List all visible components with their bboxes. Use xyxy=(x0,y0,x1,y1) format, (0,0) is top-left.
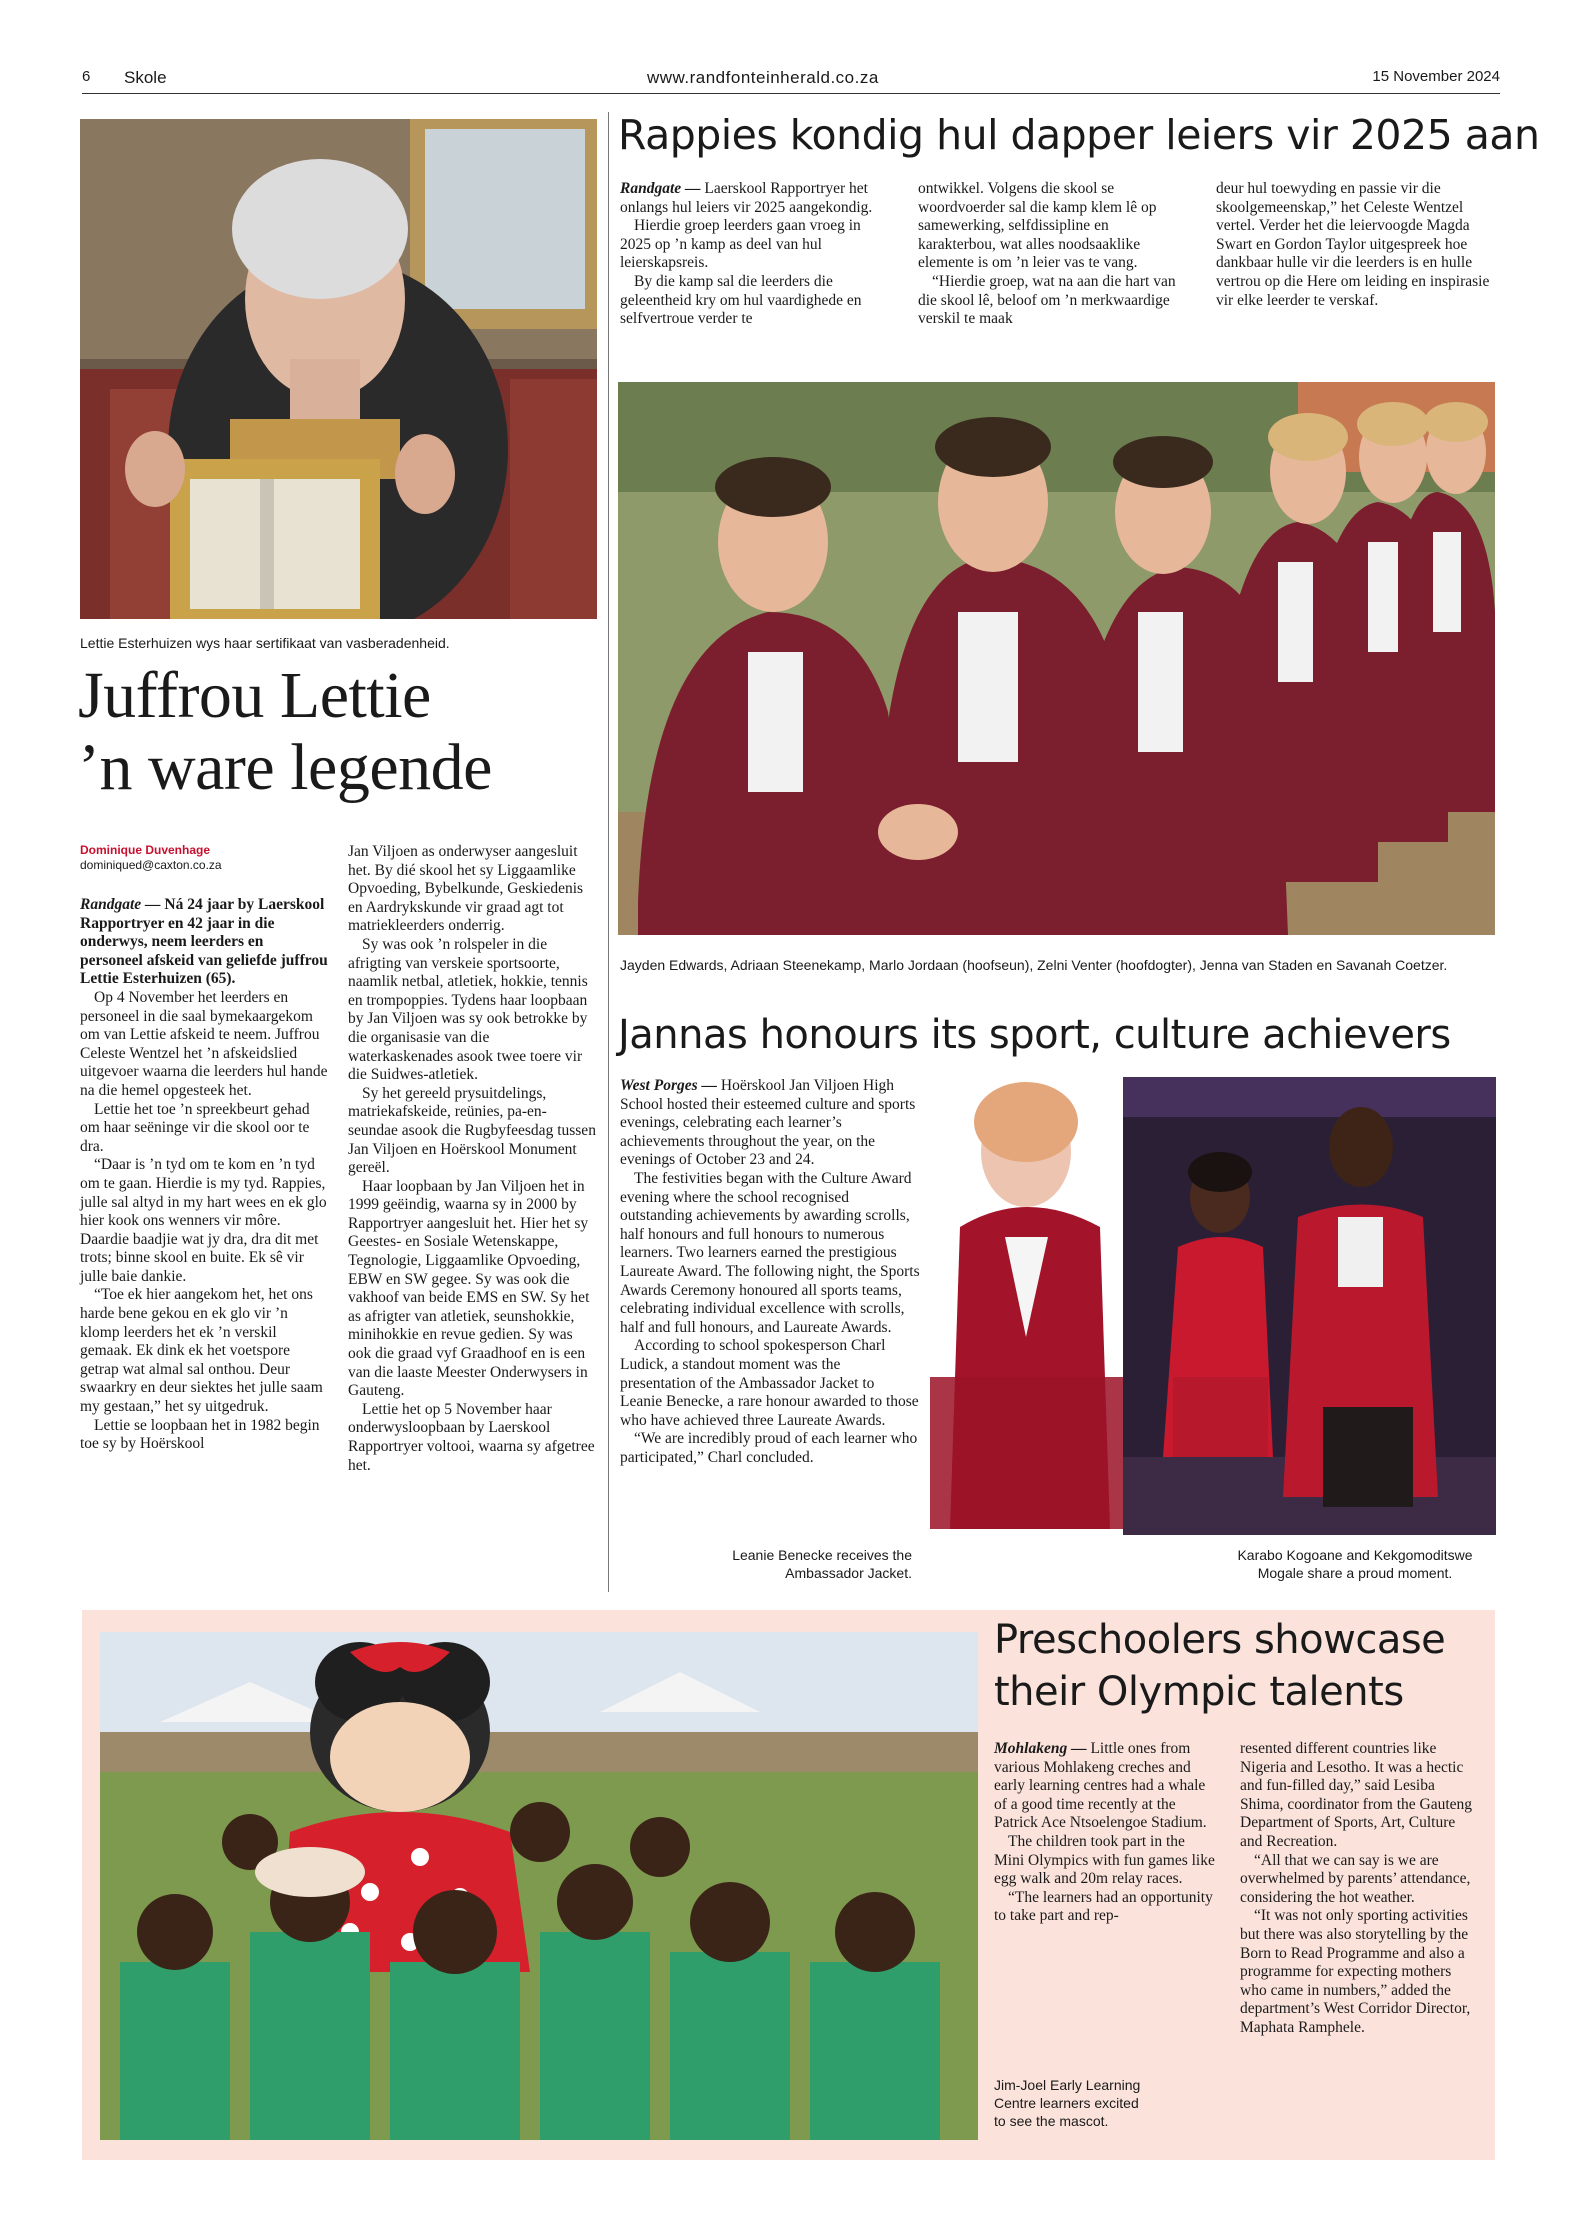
section-name: Skole xyxy=(124,68,167,87)
preschool-caption-line3: to see the mascot. xyxy=(994,2113,1109,2129)
paragraph: Hierdie groep leerders gaan vroeg in 2025 op ’n kamp as deel van hul leierskapsreis. xyxy=(620,217,861,272)
jannas-headline: Jannas honours its sport, culture achievers xyxy=(618,1012,1451,1058)
paragraph: “The learners had an opportunity to take part and rep- xyxy=(994,1888,1213,1925)
paragraph: According to school spokesperson Charl Ludick, a standout moment was the presentation of the Ambassador Jacket to Leanie Benecke, a rare honour awarded to those who have achieved three Laureate Awards. xyxy=(620,1337,919,1429)
preschool-dateline: Mohlakeng — xyxy=(994,1740,1087,1757)
lettie-headline-line1: Juffrou Lettie xyxy=(78,659,431,732)
lettie-column-2 xyxy=(348,843,596,1475)
paragraph: The festivities began with the Culture Award evening where the school recognised outstanding achievements by awarding scrolls, half honours and full honours to numerous learners. Two learners earned the prestigious Laureate Award. The following night, the Sports Awards Ceremony honoured all sports teams, celebrating individual excellence with scrolls, half and full honours, and Laureate Awards. xyxy=(620,1169,920,1336)
preschool-headline-line2: their Olympic talents xyxy=(994,1669,1404,1715)
preschool-lead-text: Little ones from various Mohlakeng creches and early learning centres had a whale of a good time recently at the Patrick Ace Ntsoelengoe Stadium. xyxy=(994,1740,1207,1832)
lettie-headline xyxy=(78,660,608,804)
karabo-caption-line1: Karabo Kogoane and Kekgomoditswe xyxy=(1237,1547,1473,1563)
leanie-caption-line2: Ambassador Jacket. xyxy=(785,1565,912,1581)
lettie-byline xyxy=(80,843,330,873)
paragraph: “Daar is ’n tyd om te kom en ’n tyd om te gaan. Hierdie is my tyd. Rappies, julle sal altyd in my hart wees en ek glo hier kook ons wenners vir môre. Daardie baadjie wat jy dra, dra dit met trots; binne skool en buite. Ek sê vir julle baie dankie. xyxy=(80,1156,327,1285)
karabo-caption-line2: Mogale share a proud moment. xyxy=(1257,1565,1453,1581)
preschool-headline-line1: Preschoolers showcase xyxy=(994,1617,1446,1663)
lettie-headline-line2: ’n ware legende xyxy=(78,731,492,804)
karabo-kekgomoditswe-photo xyxy=(1123,1077,1496,1535)
rappies-column-1 xyxy=(620,180,890,329)
paragraph: Haar loopbaan by Jan Viljoen het in 1999 geëindig, waarna sy in 2000 by Rapportryer aangesluit het. Hier het sy Geestes- en Sosiale Wetenskappe, Tegnologie, Liggaamlike Opvoeding, EBW en SW gegee. Sy was ook die vakhoof van beide EMS en SW. Sy het as afrigter van atletiek, seunshokkie, minihokkie en revue gedien. Sy was ook die graad vyf Graadhoof en is een van die laaste Meester Onderwysers in Gauteng. xyxy=(348,1177,590,1400)
rappies-column-2 xyxy=(918,180,1188,329)
paragraph: “Toe ek hier aangekom het, het ons harde bene gekou en ek glo vir ’n klomp leerders het ek ’n verskil gemaak. Ek dink ek het voetspore getrap wat almal sal onthou. Deur swaarkry en deur siektes het julle saam my gestaan,” het sy uitgedruk. xyxy=(80,1286,323,1416)
paragraph: Sy het gereeld prysuitdelings, matriekafskeide, reünies, pa-en-seundae asook die Rugbyfeesdag tussen Jan Viljoen en Hoërskool Monument gereël. xyxy=(348,1084,596,1177)
jannas-dateline: West Porges — xyxy=(620,1077,718,1094)
lettie-photo-caption: Lettie Esterhuizen wys haar sertifikaat van vasberadenheid. xyxy=(80,635,450,651)
paragraph: “It was not only sporting activities but there was also storytelling by the Born to Read Programme and also a programme for expecting mothers who came in numbers,” added the department’s West Corridor Director, Maphata Ramphele. xyxy=(1240,1907,1471,2036)
lettie-column-1 xyxy=(80,896,330,1454)
preschool-photo-caption xyxy=(994,2076,1216,2130)
header-rule xyxy=(82,93,1500,94)
lettie-dateline: Randgate — xyxy=(80,896,161,913)
preschool-caption-line2: Centre learners excited xyxy=(994,2095,1139,2111)
paragraph: Lettie se loopbaan het in 1982 begin toe sy by Hoërskool xyxy=(80,1416,320,1453)
leanie-caption xyxy=(680,1546,912,1582)
preschool-caption-line1: Jim-Joel Early Learning xyxy=(994,2077,1141,2093)
preschool-mascot-photo xyxy=(100,1632,978,2140)
lettie-photo xyxy=(80,119,597,619)
rappies-dateline: Randgate — xyxy=(620,180,701,197)
paragraph: Op 4 November het leerders en personeel in die saal bymekaargekom om van Lettie afskeid te neem. Juffrou Celeste Wentzel het ’n afskeidslied uitgevoer waarna die leerders hul hande na die hemel opgesteek het. xyxy=(80,988,328,1099)
jannas-lead xyxy=(620,1077,920,1170)
preschool-headline xyxy=(994,1614,1494,1718)
rappies-column-3 xyxy=(1216,180,1496,310)
leanie-benecke-photo xyxy=(930,1077,1123,1529)
lettie-lead xyxy=(80,896,330,989)
paragraph: ontwikkel. Volgens die skool se woordvoerder sal die kamp klem lê op samewerking, selfdissipline en karakterbou, wat alles noodsaaklike elemente is om ’n leier vas te vang. xyxy=(918,180,1157,272)
paragraph: Lettie het op 5 November haar onderwysloopbaan by Laerskool Rapportryer voltooi, waarna sy afgetree het. xyxy=(348,1400,595,1474)
rappies-leaders-photo xyxy=(618,382,1495,935)
byline-name: Dominique Duvenhage xyxy=(80,843,211,857)
page-header xyxy=(82,66,1500,94)
issue-date: 15 November 2024 xyxy=(1372,68,1500,85)
paragraph: Jan Viljoen as onderwyser aangesluit het. By dié skool het sy Liggaamlike Opvoeding, Bybelkunde, Geskiedenis en Aardrykskunde vir graad agt tot matriekleerders onderrig. xyxy=(348,843,584,935)
paragraph: By die kamp sal die leerders die geleentheid kry om hul vaardighede en selfvertroue verder te xyxy=(620,272,862,328)
paragraph: deur hul toewyding en passie vir die skoolgemeenskap,” het Celeste Wentzel vertel. Verder het die leiervoogde Magda Swart en Gordon Taylor uitgespreek hoe dankbaar hulle vir die leerders is en hulle vertrou op die Here om leiding en inspirasie vir elke leerder te verskaf. xyxy=(1216,180,1490,309)
page-number: 6 xyxy=(82,68,91,85)
paragraph: The children took part in the Mini Olympics with fun games like egg walk and 20m relay races. xyxy=(994,1832,1215,1888)
jannas-lead-text: Hoërskool Jan Viljoen High School hosted their esteemed culture and sports evenings, celebrating each learner’s achievements throughout the year, on the evenings of October 23 and 24. xyxy=(620,1077,916,1169)
rappies-lead-text: Laerskool Rapportryer het onlangs hul leiers vir 2025 aangekondig. xyxy=(620,180,873,216)
rappies-photo-caption: Jayden Edwards, Adriaan Steenekamp, Marlo Jordaan (hoofseun), Zelni Venter (hoofdogter), Jenna van Staden en Savanah Coetzer. xyxy=(620,957,1448,973)
paragraph: resented different countries like Nigeria and Lesotho. It was a hectic and fun-filled day,” said Lesiba Shima, coordinator from the Gauteng Department of Sports, Art, Culture and Recreation. xyxy=(1240,1740,1473,1850)
website-link[interactable]: www.randfonteinherald.co.za xyxy=(647,68,879,87)
karabo-caption xyxy=(1210,1546,1500,1582)
byline-email[interactable]: dominiqued@caxton.co.za xyxy=(80,858,222,872)
paragraph: “Hierdie groep, wat na aan die hart van die skool lê, beloof om ’n merkwaardige verskil te maak xyxy=(918,272,1176,328)
lettie-lead-text: Ná 24 jaar by Laerskool Rapportryer en 42 jaar in die onderwys, neem leerders en personeel afskeid van geliefde juffrou Lettie Esterhuizen (65). xyxy=(80,896,328,988)
preschool-column-1 xyxy=(994,1740,1216,1926)
preschool-lead xyxy=(994,1740,1216,1833)
leanie-caption-line1: Leanie Benecke receives the xyxy=(732,1547,912,1563)
column-divider xyxy=(608,112,609,1592)
paragraph: Lettie het toe ’n spreekbeurt gehad om haar seëninge vir die skool oor te dra. xyxy=(80,1100,310,1155)
jannas-text xyxy=(620,1077,920,1467)
rappies-headline: Rappies kondig hul dapper leiers vir 2025 aan xyxy=(618,111,1540,159)
paragraph: “All that we can say is we are overwhelmed by parents’ attendance, considering the hot weather. xyxy=(1240,1851,1471,1906)
rappies-lead xyxy=(620,180,890,217)
paragraph: Sy was ook ’n rolspeler in die afrigting van verskeie sportsoorte, naamlik netbal, atletiek, hokkie, tennis en trompoppies. Tydens haar loopbaan by Jan Viljoen was sy ook betrokke by die organisasie van die waterkaskenades asook twee toere vir die Suidwes-atletiek. xyxy=(348,935,588,1084)
paragraph: “We are incredibly proud of each learner who participated,” Charl concluded. xyxy=(620,1430,918,1466)
preschool-column-2 xyxy=(1240,1740,1480,2038)
